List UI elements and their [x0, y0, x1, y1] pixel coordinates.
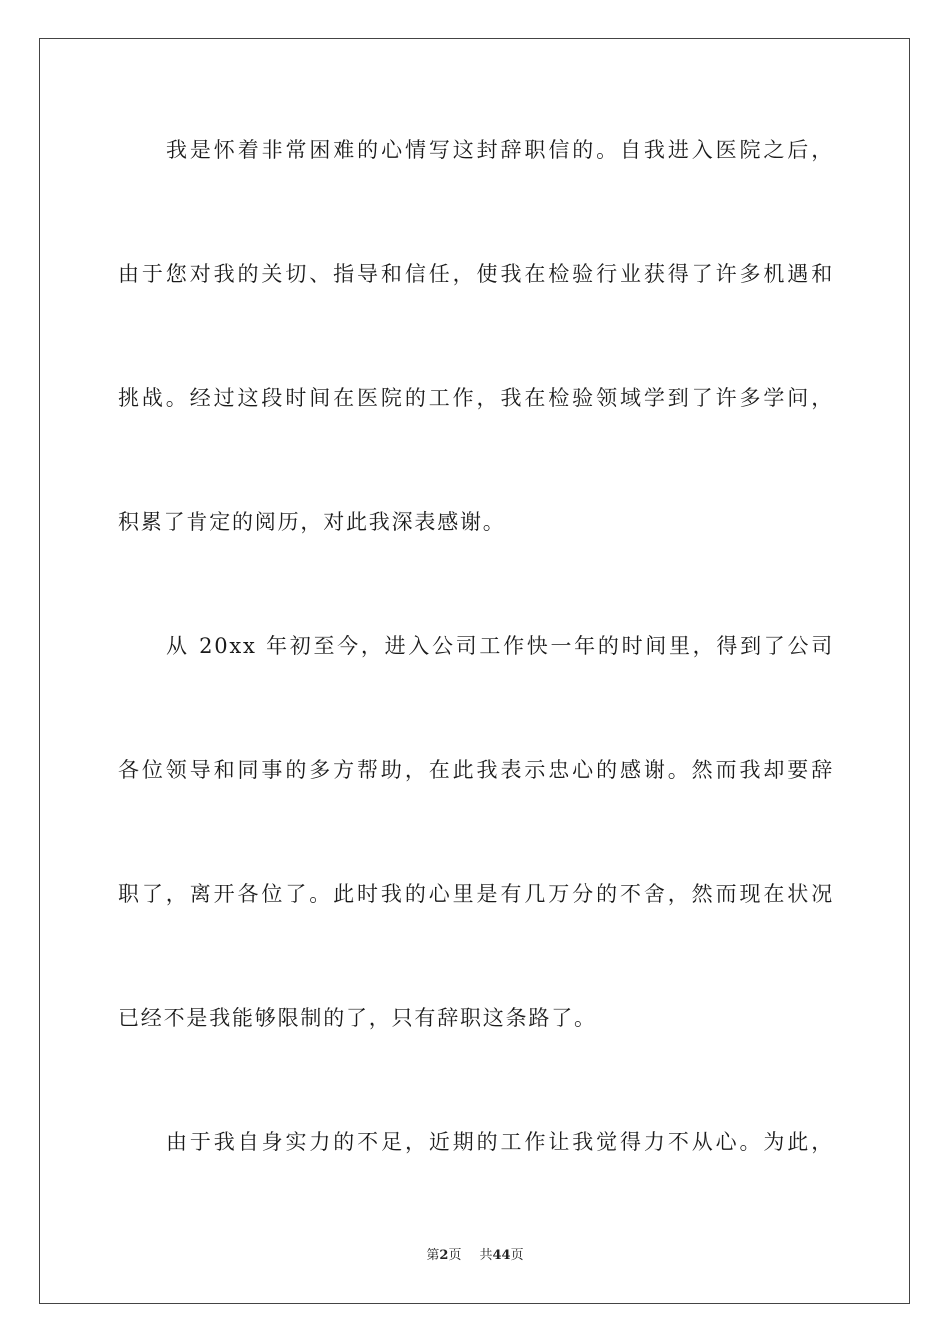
page-footer — [0, 1247, 950, 1265]
paragraph-1-line-2: 由于您对我的关切、指导和信任，使我在检验行业获得了许多机遇和 — [118, 262, 834, 286]
footer-page-prefix: 第 — [426, 1248, 440, 1263]
paragraph-1-line-4: 积累了肯定的阅历，对此我深表感谢。 — [118, 510, 506, 534]
page-border — [39, 38, 910, 1304]
footer-page-suffix: 页 — [448, 1248, 462, 1263]
footer-total-pages: 44 — [492, 1248, 511, 1263]
footer-total-prefix: 共 — [479, 1248, 493, 1263]
paragraph-2-line-4: 已经不是我能够限制的了，只有辞职这条路了。 — [118, 1006, 597, 1030]
paragraph-2-line-3: 职了，离开各位了。此时我的心里是有几万分的不舍，然而现在状况 — [118, 882, 834, 906]
paragraph-1-line-3: 挑战。经过这段时间在医院的工作，我在检验领域学到了许多学问， — [118, 386, 834, 410]
footer-total-suffix: 页 — [510, 1248, 524, 1263]
paragraph-2-line-1: 从 20xx 年初至今，进入公司工作快一年的时间里，得到了公司 — [166, 634, 834, 658]
paragraph-1-line-1: 我是怀着非常困难的心情写这封辞职信的。自我进入医院之后， — [166, 138, 834, 162]
paragraph-2-line-2: 各位领导和同事的多方帮助，在此我表示忠心的感谢。然而我却要辞 — [118, 758, 834, 782]
footer-page-number: 2 — [439, 1248, 449, 1263]
paragraph-3-line-1: 由于我自身实力的不足，近期的工作让我觉得力不从心。为此， — [166, 1130, 834, 1154]
